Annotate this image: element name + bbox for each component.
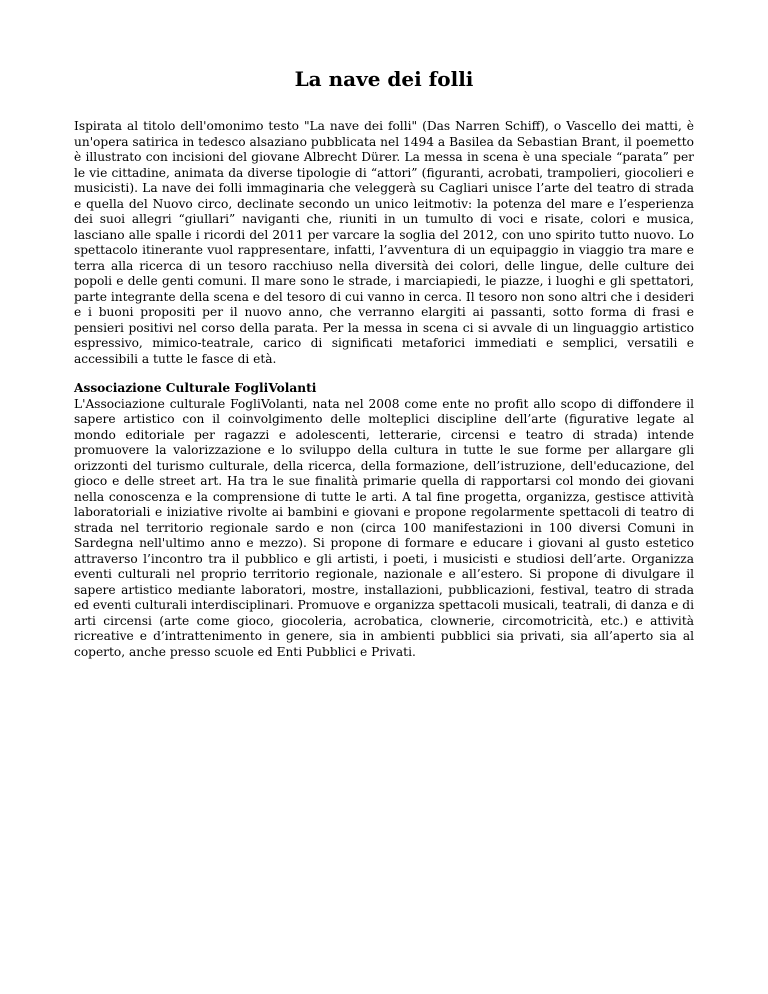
document-page xyxy=(74,0,694,660)
association-heading: Associazione Culturale FogliVolanti xyxy=(74,381,317,395)
intro-paragraph: Ispirata al titolo dell'omonimo testo "La nave dei folli" (Das Narren Schiff), o Vascello dei matti, è un'opera satirica in tedesco alsaziano pubblicata nel 1494 a Basilea da Sebastian Brant, il poemetto è illustrato con incisioni del giovane Albrecht Dürer. La messa in scena è una speciale “parata” per le vie cittadine, animata da diverse tipologie di “attori” (figuranti, acrobati, trampolieri, giocolieri e musicisti). La nave dei folli immaginaria che veleggerà su Cagliari unisce l’arte del teatro di strada e quella del Nuovo circo, declinate secondo un unico leitmotiv: la potenza del mare e l’esperienza dei suoi allegri “giullari” naviganti che, riuniti in un tumulto di voci e risate, colori e musica, lasciano alle spalle i ricordi del 2011 per varcare la soglia del 2012, con uno spirito tutto nuovo. Lo spettacolo itinerante vuol rappresentare, infatti, l’avventura di un equipaggio in viaggio tra mare e terra alla ricerca di un tesoro racchiuso nella diversità dei colori, delle lingue, delle culture dei popoli e delle genti comuni. Il mare sono le strade, i marciapiedi, le piazze, i luoghi e gli spettatori, parte integrante della scena e del tesoro di cui vanno in cerca. Il tesoro non sono altri che i desideri e i buoni propositi per il nuovo anno, che verranno elargiti ai passanti, sotto forma di frasi e pensieri positivi nel corso della parata. Per la messa in scena ci si avvale di un linguaggio artistico espressivo, mimico-teatrale, carico di significati metaforici immediati e semplici, versatili e accessibili a tutte le fasce di età. xyxy=(74,119,694,366)
association-paragraph: L'Associazione culturale FogliVolanti, nata nel 2008 come ente no profit allo scopo di diffondere il sapere artistico con il coinvolgimento delle molteplici discipline dell’arte (figurative legate al mondo editoriale per ragazzi e adolescenti, letterarie, circensi e teatro di strada) intende promuovere la valorizzazione e lo sviluppo della cultura in tutte le sue forme per allargare gli orizzonti del turismo culturale, della ricerca, della formazione, dell’istruzione, dell'educazione, del gioco e delle street art. Ha tra le sue finalità primarie quella di rapportarsi col mondo dei giovani nella conoscenza e la comprensione di tutte le arti. A tal fine progetta, organizza, gestisce attività laboratoriali e iniziative rivolte ai bambini e giovani e propone regolarmente spettacoli di teatro di strada nel territorio regionale sardo e non (circa 100 manifestazioni in 100 diversi Comuni in Sardegna nell'ultimo anno e mezzo). Si propone di formare e educare i giovani al gusto estetico attraverso l’incontro tra il pubblico e gli artisti, i poeti, i musicisti e studiosi dell’arte. Organizza eventi culturali nel proprio territorio regionale, nazionale e all’estero. Si propone di divulgare il sapere artistico mediante laboratori, mostre, installazioni, pubblicazioni, festival, teatro di strada ed eventi culturali interdisciplinari. Promuove e organizza spettacoli musicali, teatrali, di danza e di arti circensi (arte come gioco, giocoleria, acrobatica, clownerie, circomotricità, etc.) e attività ricreative e d’intrattenimento in genere, sia in ambienti pubblici sia privati, sia all’aperto sia al coperto, anche presso scuole ed Enti Pubblici e Privati. xyxy=(74,396,694,659)
page-title: La nave dei folli xyxy=(294,67,474,91)
